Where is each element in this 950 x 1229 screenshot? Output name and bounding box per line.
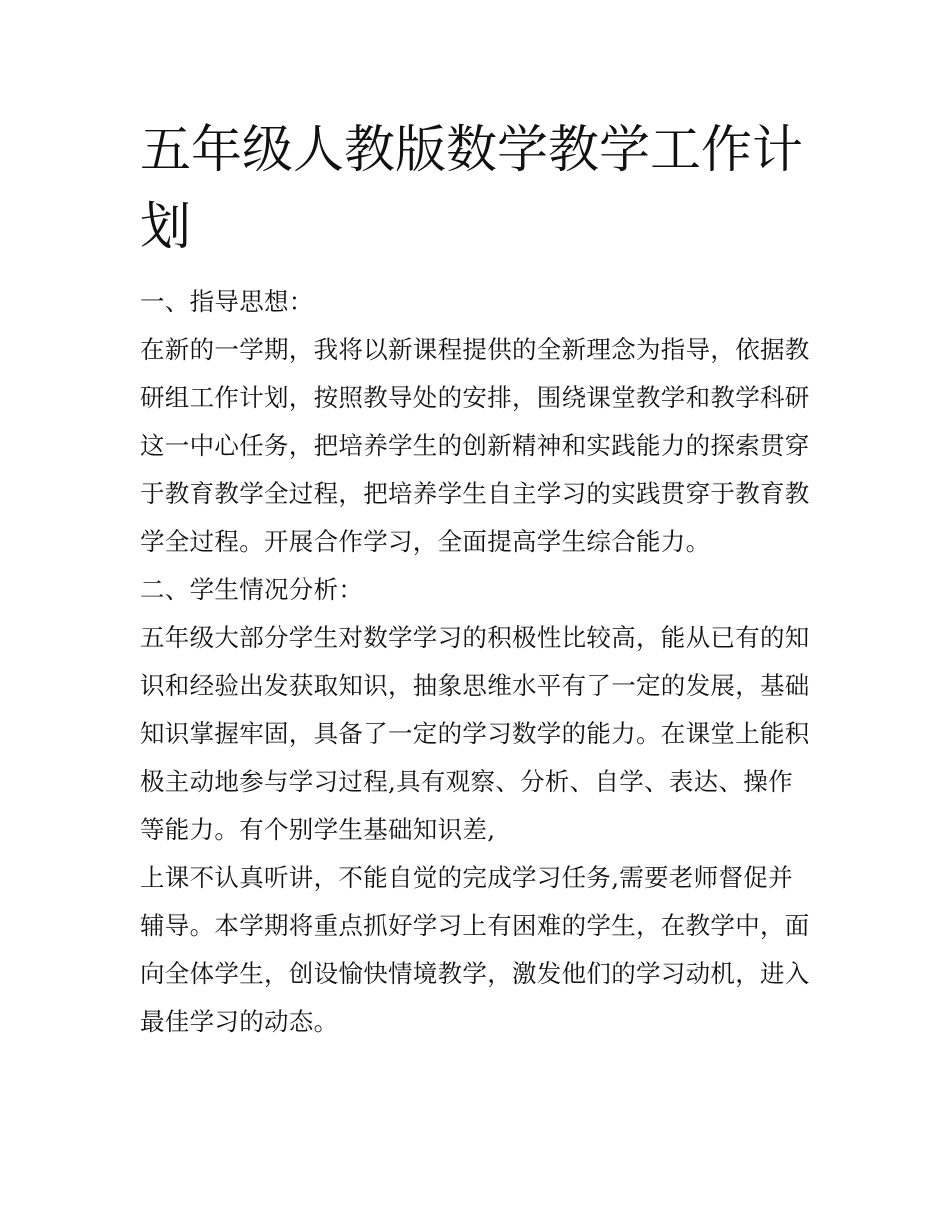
paragraph-line: 这一中心任务，把培养学生的创新精神和实践能力的探索贯穿 (140, 431, 810, 460)
paragraph-line: 上课不认真听讲，不能自觉的完成学习任务,需要老师督促并 (140, 863, 793, 892)
paragraph-line: 学全过程。开展合作学习，全面提高学生综合能力。 (140, 527, 711, 556)
paragraph-line: 辅导。本学期将重点抓好学习上有困难的学生，在教学中，面 (140, 911, 810, 940)
paragraph-line: 向全体学生，创设愉快情境教学，激发他们的学习动机，进入 (140, 959, 810, 988)
section-paragraph (140, 618, 840, 858)
section-guiding-ideology (140, 282, 840, 570)
paragraph-line: 研组工作计划，按照教导处的安排，围绕课堂教学和教学科研 (140, 383, 810, 412)
section-student-analysis (140, 570, 840, 1050)
paragraph-line: 在新的一学期，我将以新课程提供的全新理念为指导，依据教 (140, 335, 810, 364)
document-title (140, 112, 820, 266)
section-paragraph (140, 330, 840, 570)
section-paragraph-2 (140, 858, 840, 1050)
section-heading: 一、指导思想： (140, 287, 314, 316)
paragraph-line: 等能力。有个别学生基础知识差, (140, 815, 496, 844)
paragraph-line: 于教育教学全过程，把培养学生自主学习的实践贯穿于教育教 (140, 479, 810, 508)
paragraph-line: 极主动地参与学习过程,具有观察、分析、自学、表达、操作 (140, 767, 793, 796)
paragraph-line: 五年级大部分学生对数学学习的积极性比较高，能从已有的知 (140, 623, 810, 652)
section-heading: 二、学生情况分析： (140, 575, 364, 604)
document-body (140, 282, 840, 1050)
paragraph-line: 最佳学习的动态。 (140, 1007, 339, 1036)
paragraph-line: 知识掌握牢固，具备了一定的学习数学的能力。在课堂上能积 (140, 719, 810, 748)
paragraph-line: 识和经验出发获取知识，抽象思维水平有了一定的发展，基础 (140, 671, 810, 700)
title-line-2: 划 (140, 198, 192, 257)
title-line-1: 五年级人教版数学教学工作计 (140, 121, 804, 180)
